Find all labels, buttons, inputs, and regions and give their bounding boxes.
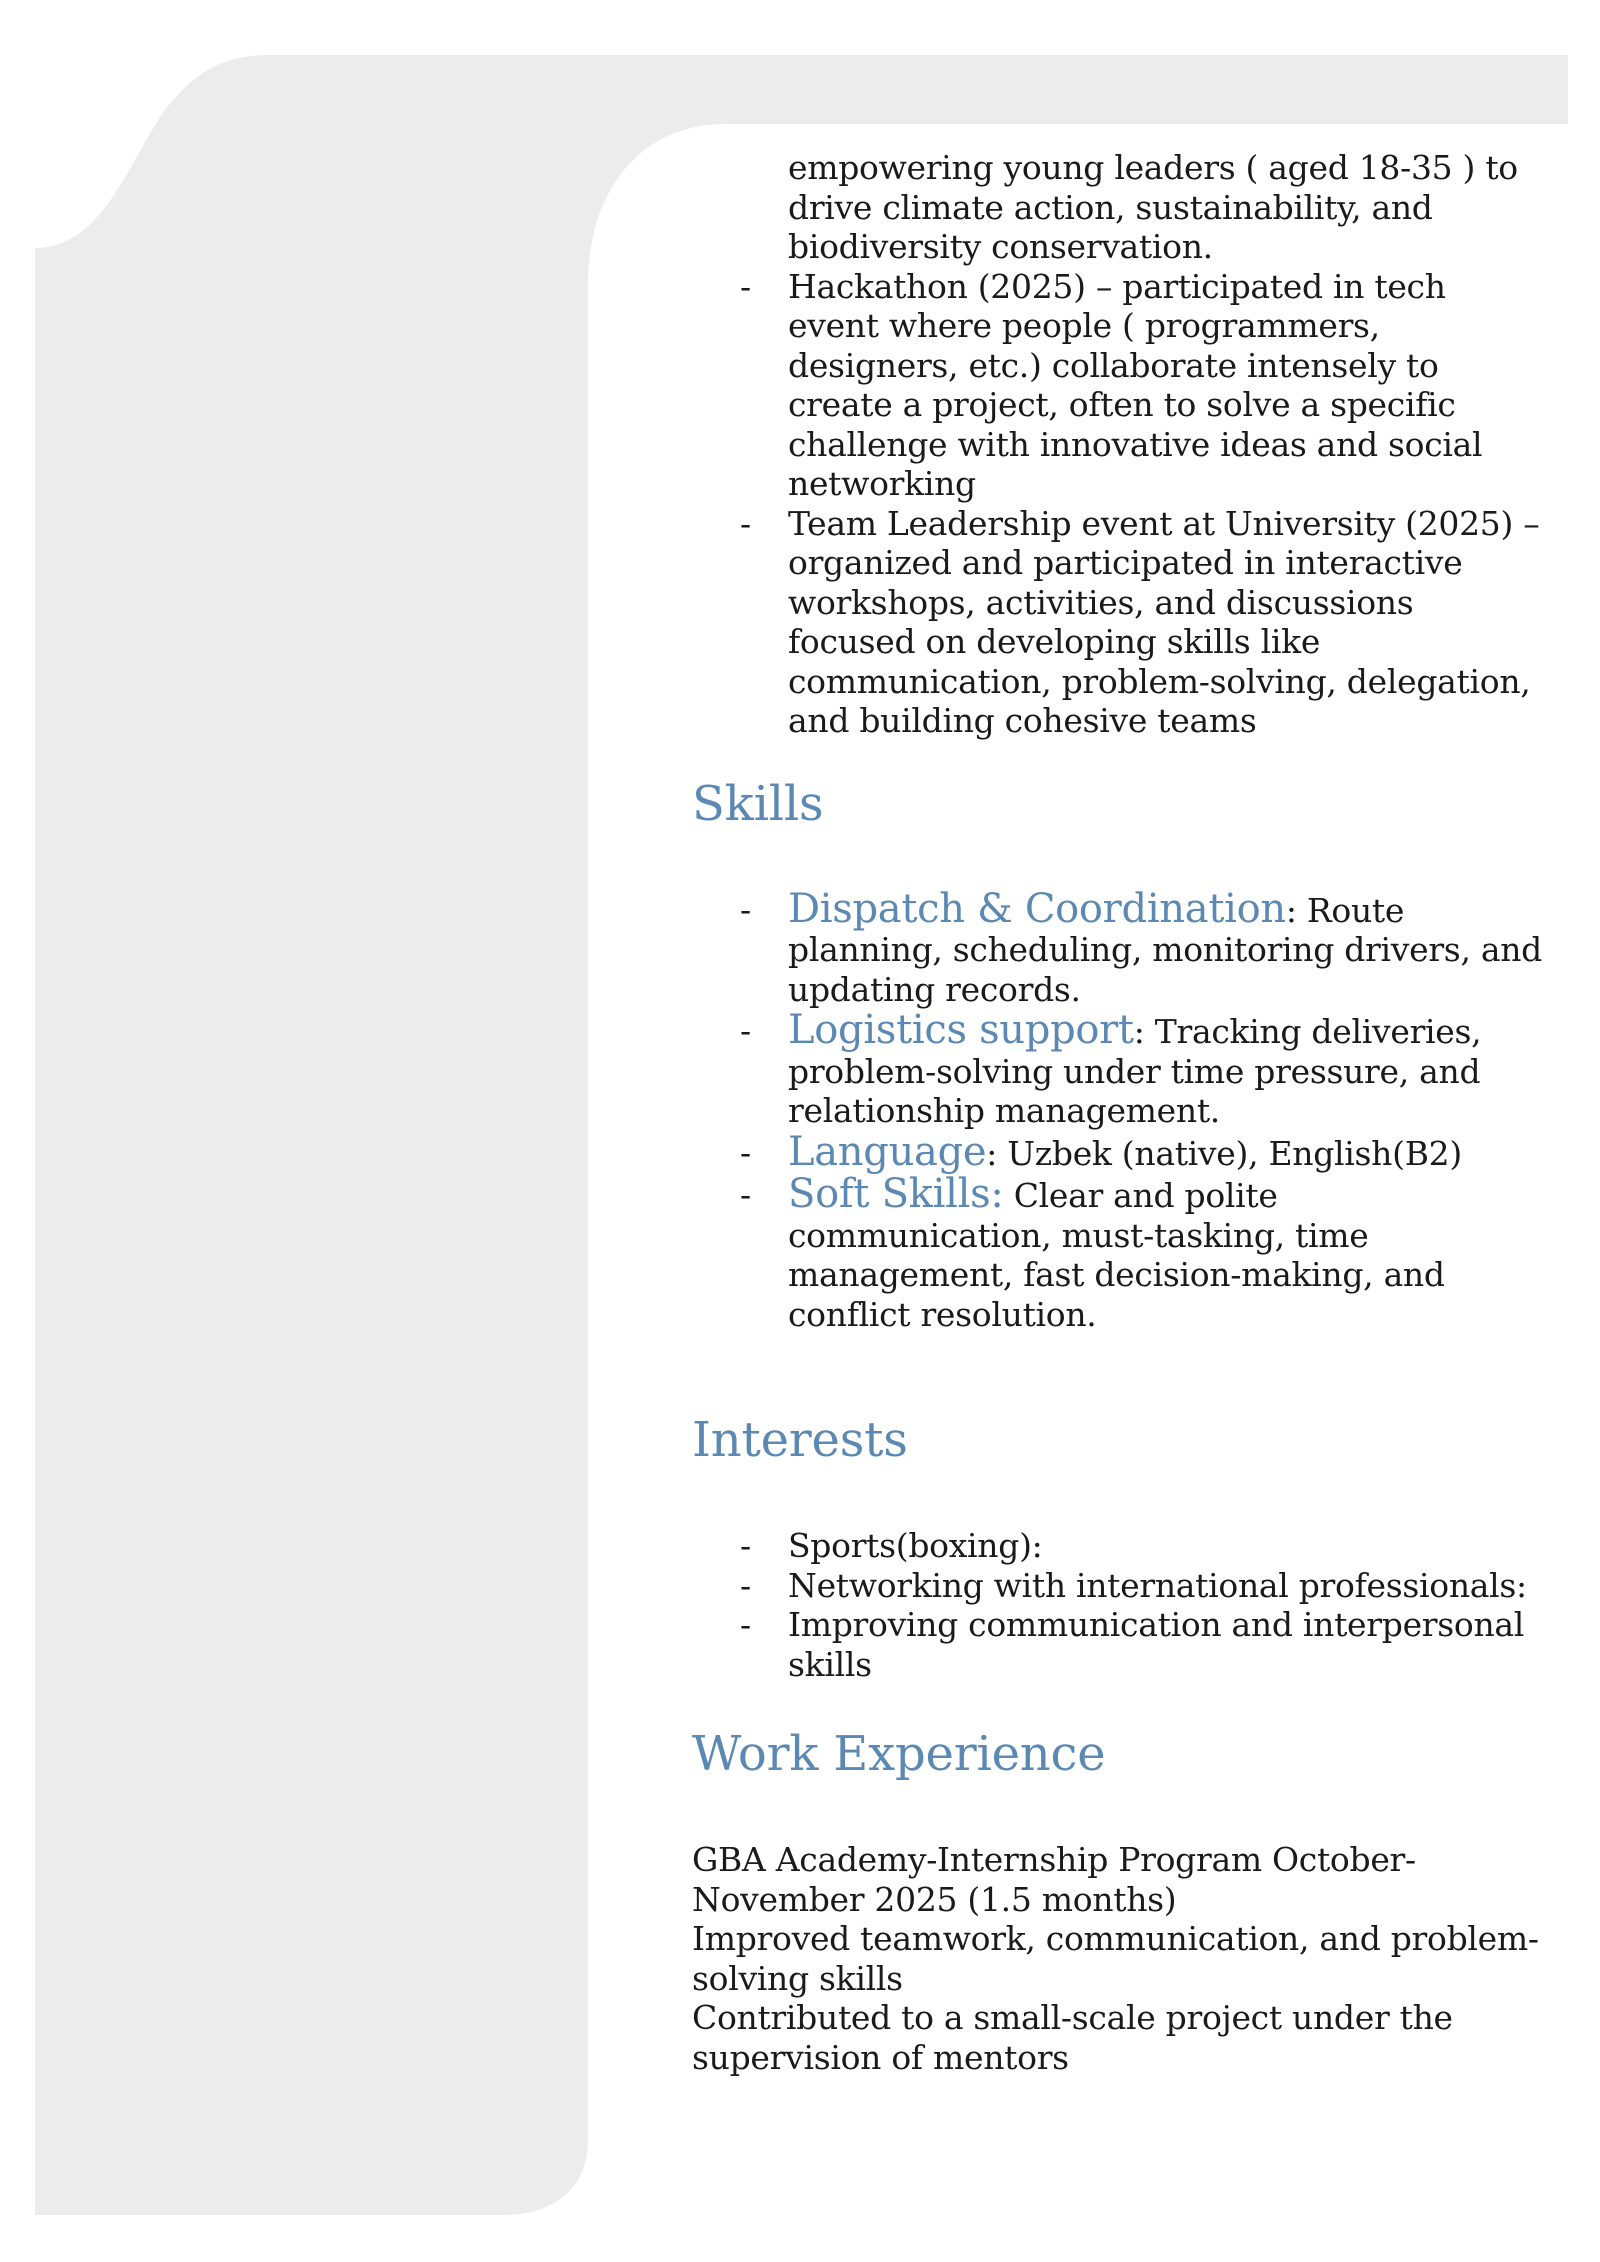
activity-continuation: empowering young leaders ( aged 18-35 ) to drive climate action, sustainability, and biodiversity conservation. [788, 148, 1518, 266]
interests-list [692, 1526, 1542, 1684]
work-detail: Improved teamwork, communication, and problem-solving skills [692, 1919, 1539, 1998]
skill-label: Dispatch & Coordination [788, 885, 1286, 932]
list-item: - Team Leadership event at University (2025) – organized and participated in interactive workshops, activities, and discussions focused on developing skills like communication, problem-solving, delegation, and building cohesive teams [740, 503, 1540, 740]
skill-item [692, 885, 1542, 1010]
bullet-dash: - [740, 1132, 751, 1172]
skill-text: : Route planning, scheduling, monitoring drivers, and updating records. [788, 890, 1542, 1009]
bullet-dash: - [740, 1175, 751, 1214]
bullet-dash: - [740, 266, 751, 306]
section-heading-interests: Interests [692, 1412, 908, 1468]
bullet-dash: - [740, 1526, 751, 1565]
skill-label: Language [788, 1128, 987, 1175]
skill-label: Soft Skills: [788, 1171, 1004, 1217]
section-heading-skills: Skills [692, 775, 824, 832]
work-detail: Contributed to a small-scale project under the supervision of mentors [692, 1998, 1453, 2077]
skill-item [692, 1171, 1542, 1334]
skill-text: : Tracking deliveries, problem-solving under time pressure, and relationship management. [788, 1012, 1482, 1130]
resume-content [692, 148, 1542, 2077]
bullet-dash: - [740, 889, 751, 929]
skill-label: Logistics support [788, 1007, 1134, 1053]
list-item: - Sports(boxing): [740, 1526, 1043, 1565]
list-item: - Improving communication and interpersonal skills [740, 1605, 1525, 1684]
skills-list [692, 885, 1542, 1335]
activities-list [692, 267, 1542, 741]
skill-text: : Uzbek (native), English(B2) [986, 1133, 1462, 1173]
bullet-dash: - [740, 1605, 751, 1644]
list-item: - Networking with international professionals: [740, 1565, 1527, 1605]
skill-item [692, 1007, 1542, 1131]
skill-item [692, 1128, 1542, 1175]
bullet-dash: - [740, 1011, 751, 1050]
list-item: - Hackathon (2025) – participated in tech event where people ( programmers, designers, etc.) collaborate intensely to create a project, often to solve a specific challenge with innovative ideas and social networking [740, 266, 1483, 503]
skill-text: Clear and polite communication, must-tasking, time management, fast decision-making, and conflict resolution. [788, 1176, 1445, 1334]
bullet-dash: - [740, 1565, 751, 1605]
section-heading-work-experience: Work Experience [692, 1726, 1106, 1782]
bullet-dash: - [740, 503, 751, 543]
work-title: GBA Academy-Internship Program October-November 2025 (1.5 months) [692, 1840, 1416, 1919]
